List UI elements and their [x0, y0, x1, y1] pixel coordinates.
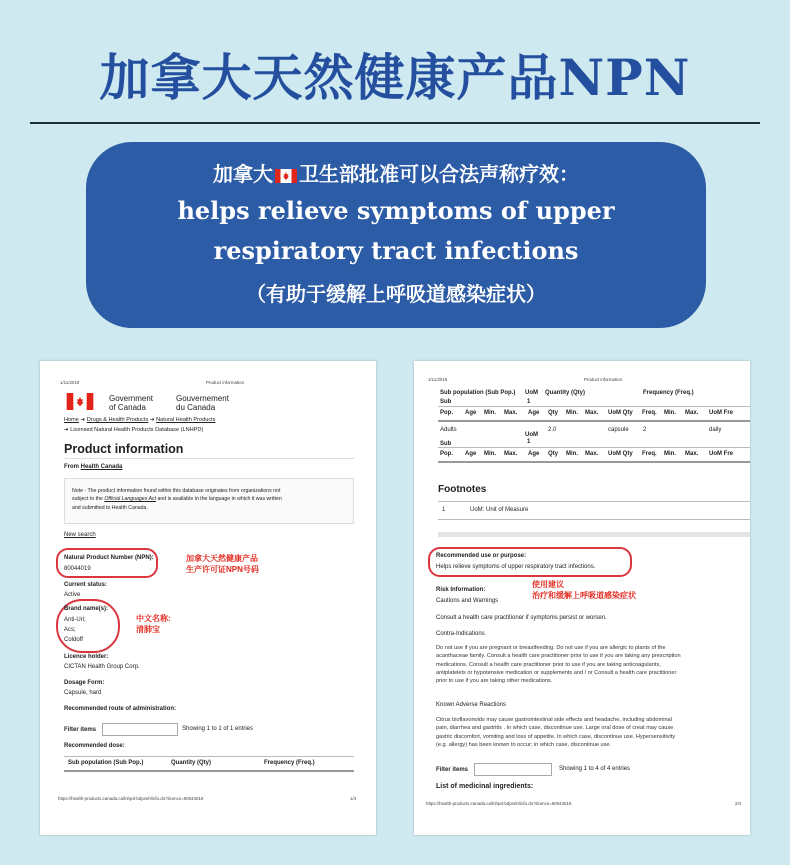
consult-text: Consult a health care practitioner if symptoms persist or worsen. — [436, 615, 607, 621]
holder-value: CICTAN Health Group Corp. — [64, 664, 140, 670]
horizontal-scrollbar[interactable] — [438, 532, 750, 537]
h-uomqty: UoM Qty — [608, 410, 633, 416]
row-sub: Sub — [440, 441, 452, 447]
h-max2: Max. — [585, 410, 599, 416]
f-qty2: Qty — [548, 451, 559, 457]
h-qty: Quantity (Qty) — [545, 390, 585, 396]
row-uom: capsule — [608, 427, 629, 433]
annotation-npn-1: 加拿大天然健康产品 — [186, 554, 258, 563]
use-value: Helps relieve symptoms of upper respiratory tract infections. — [436, 564, 596, 570]
filter-result: Showing 1 to 1 of 1 entries — [182, 726, 254, 732]
row-adults: Adults — [440, 427, 457, 433]
f-age: Age — [465, 451, 477, 457]
canada-flag-icon — [275, 169, 297, 183]
h-min2: Min. — [566, 410, 578, 416]
status-label: Current status: — [64, 582, 108, 588]
annotation-npn-2: 生产许可证NPN号码 — [186, 565, 259, 574]
dose-table-top-border — [64, 756, 354, 757]
doc2-filter-result: Showing 1 to 4 of 4 entries — [559, 766, 631, 772]
h-subpop: Sub population (Sub Pop.) — [440, 390, 516, 396]
dosage-value: Capsule, hard — [64, 690, 102, 696]
status-value: Active — [64, 592, 81, 598]
page-title: 加拿大天然健康产品NPN — [99, 48, 691, 107]
contra-line-1: Do not use if you are pregnant or breastfeeding. Do not use if you are allergic to plants of the — [436, 645, 666, 651]
h-min: Min. — [484, 410, 496, 416]
adverse-line-1: Citrus bioflavonoids may cause gastrointestinal side effects and headache, including abdominal — [436, 717, 672, 723]
npn-highlight-circle — [56, 548, 158, 578]
doc2-header-top-border — [438, 406, 750, 407]
doc1-date: 1/11/2019 — [60, 380, 80, 385]
doc2-date: 1/11/2019 — [428, 377, 448, 382]
gov-fr — [176, 394, 229, 412]
gov-fr-line-2: du Canada — [176, 403, 216, 412]
doc2-print-title: Product information — [584, 377, 623, 382]
doc2-footer-row-border — [438, 461, 750, 463]
filter-label: Filter items — [64, 727, 97, 733]
dose-label: Recommended dose: — [64, 743, 125, 749]
h-qty2: Qty — [548, 410, 559, 416]
dosage-label: Dosage Form: — [64, 680, 105, 686]
annotation-use-2: 治疗和缓解上呼吸道感染症状 — [532, 591, 636, 600]
gov-en-line-1: Government — [109, 394, 154, 403]
h-uom: UoM — [525, 390, 538, 396]
h-age: Age — [465, 410, 477, 416]
doc2-row-border — [438, 447, 750, 448]
h-freq: Frequency (Freq.) — [643, 390, 694, 396]
from-line — [64, 464, 122, 470]
h-age2: Age — [528, 410, 540, 416]
filter-input[interactable] — [102, 723, 178, 736]
contra-line-4: antiplatelets or hypotensive medication or supplements and / or Consult a health care practitioner — [436, 669, 677, 676]
breadcrumb-lnhpd: ➔ Licensed Natural Health Products Database (LNHPD) — [64, 427, 204, 433]
f-max2: Max. — [585, 451, 599, 457]
banner-line-1 — [86, 158, 706, 187]
banner-line-1-suffix: 卫生部批准可以合法声称疗效： — [299, 162, 579, 186]
adverse-line-3: gastric discomfort, vomiting and loss of appetite. In which case, discontinue use. Hypersensitivity — [436, 733, 676, 740]
h-sub: Sub — [440, 399, 452, 405]
contra-text — [436, 644, 681, 685]
doc1-footer-page: 1/4 — [350, 796, 357, 801]
health-canada-link[interactable]: Health Canada — [80, 464, 123, 470]
row-qty: 2.0 — [548, 427, 557, 433]
claim-banner — [86, 142, 706, 328]
row-one: 1 — [527, 439, 531, 445]
adverse-line-2: pain, diarrhea and gastritis . In which case, discontinue use. Large oral dose of creat may cause — [436, 725, 674, 732]
f-uomqty: UoM Qty — [608, 451, 633, 457]
breadcrumb — [64, 417, 215, 423]
f-freq2: Freq. — [642, 451, 657, 457]
h-freq2: Freq. — [642, 410, 657, 416]
breadcrumb-nhp[interactable]: Natural Health Products — [156, 417, 216, 423]
f-min3: Min. — [664, 451, 676, 457]
f-min2: Min. — [566, 451, 578, 457]
breadcrumb-drugs[interactable]: Drugs & Health Products — [86, 417, 149, 423]
h-min3: Min. — [664, 410, 676, 416]
document-page-1 — [40, 361, 376, 835]
f-age2: Age — [528, 451, 540, 457]
doc1-footer-url: https://health-products.canada.ca/lnhpd-bdpsnh/info.do?licence=80044019 — [58, 796, 204, 801]
breadcrumb-separator: ➔ — [78, 417, 87, 423]
contra-line-3: medications. Consult a health care practitioner prior to use if you are taking anticoagulants, — [436, 661, 661, 668]
banner-line-2: helps relieve symptoms of upper — [177, 196, 615, 225]
h-max3: Max. — [685, 410, 699, 416]
footnotes-heading: Footnotes — [438, 484, 487, 495]
note-text — [72, 487, 282, 512]
doc2-filter-label: Filter items — [436, 767, 469, 773]
doc2-footer-url: https://health-products.canada.ca/lnhpd-bdpsnh/info.do?licence=80044019 — [426, 801, 572, 806]
h-one: 1 — [527, 399, 531, 405]
f-max3: Max. — [685, 451, 699, 457]
medicinal-heading: List of medicinal ingredients: — [436, 783, 534, 790]
banner-line-3: respiratory tract infections — [213, 236, 579, 265]
route-label: Recommended route of administration: — [64, 706, 177, 712]
footnotes-bottom-border — [438, 519, 750, 520]
use-label: Recommended use or purpose: — [436, 553, 527, 559]
risk-sub: Cautions and Warnings — [436, 598, 499, 604]
official-languages-act-link[interactable]: Official Languages Act — [104, 496, 157, 503]
heading-underline — [64, 458, 354, 459]
col-freq: Frequency (Freq.) — [264, 760, 315, 766]
npn-label: Natural Product Number (NPN): — [64, 555, 154, 561]
f-min: Min. — [484, 451, 496, 457]
adverse-heading: Known Adverse Reactions — [436, 702, 507, 708]
annotation-brand-1: 中文名称: — [136, 614, 171, 623]
document-page-2 — [414, 361, 750, 835]
h-pop: Pop. — [440, 410, 453, 416]
h-max: Max. — [504, 410, 518, 416]
gov-en-line-2: of Canada — [109, 403, 146, 412]
doc2-footer-page: 2/4 — [735, 801, 742, 806]
footnotes-top-border — [438, 501, 750, 502]
contra-heading: Contra-Indications — [436, 631, 485, 637]
banner-line-1-prefix: 加拿大 — [213, 162, 273, 186]
banner-line-4: （有助于缓解上呼吸道感染症状） — [246, 282, 546, 306]
new-search-link[interactable]: New search — [64, 532, 96, 538]
row-daily: daily — [709, 427, 722, 433]
h-uomfre: UoM Fre — [709, 410, 733, 416]
title-divider — [30, 122, 760, 124]
from-prefix: From — [64, 464, 81, 470]
brand-value-1: Anti-Uri; — [64, 617, 86, 623]
breadcrumb-home[interactable]: Home — [64, 417, 79, 423]
row-uom-label: UoM — [525, 432, 538, 438]
risk-label: Risk Information: — [436, 587, 486, 593]
f-pop: Pop. — [440, 451, 453, 457]
doc1-print-title: Product information — [206, 380, 245, 385]
row-freq: 2 — [643, 427, 647, 433]
note-line-2-suffix: and is available in the language in which it was written — [156, 496, 282, 503]
annotation-use-1: 使用建议 — [532, 580, 564, 589]
contra-line-5: prior to use if you are taking other medications. — [436, 678, 553, 685]
note-line-3: and submitted to Health Canada. — [72, 504, 148, 511]
holder-label: Licence holder: — [64, 654, 109, 660]
brand-value-3: Coldoff — [64, 637, 83, 643]
note-line-2-prefix: subject to the — [72, 496, 105, 503]
brand-value-2: Acs; — [64, 627, 76, 633]
doc2-filter-input[interactable] — [474, 763, 552, 776]
doc1-heading: Product information — [64, 442, 184, 456]
col-qty: Quantity (Qty) — [171, 760, 211, 766]
use-highlight-circle — [428, 547, 632, 577]
adverse-text — [436, 716, 675, 749]
brand-label: Brand name(s): — [64, 606, 109, 612]
gov-en — [109, 394, 153, 412]
footnote-number: 1 — [442, 507, 446, 513]
canada-flag-icon — [64, 393, 96, 410]
footnote-text: UoM: Unit of Measure — [470, 507, 529, 513]
doc2-header-bottom-border — [438, 420, 750, 422]
npn-value: 80044019 — [64, 566, 91, 572]
col-subpop: Sub population (Sub Pop.) — [68, 760, 144, 766]
dose-table-header-border — [64, 770, 354, 772]
annotation-brand-2: 清肺宝 — [136, 625, 160, 634]
note-line-1: Note - The product information found within this database originates from organizations not — [72, 488, 281, 494]
f-max: Max. — [504, 451, 518, 457]
gov-fr-line-1: Gouvernement — [176, 394, 229, 403]
adverse-line-4: (e.g. allergy) has been known to occur; in which case, discontinue use. — [436, 741, 612, 748]
breadcrumb-separator: ➔ — [148, 417, 157, 423]
contra-line-2: acanthaceae family. Consult a health care practitioner prior to use if you are taking any prescription — [436, 653, 681, 660]
f-uomfre: UoM Fre — [709, 451, 733, 457]
